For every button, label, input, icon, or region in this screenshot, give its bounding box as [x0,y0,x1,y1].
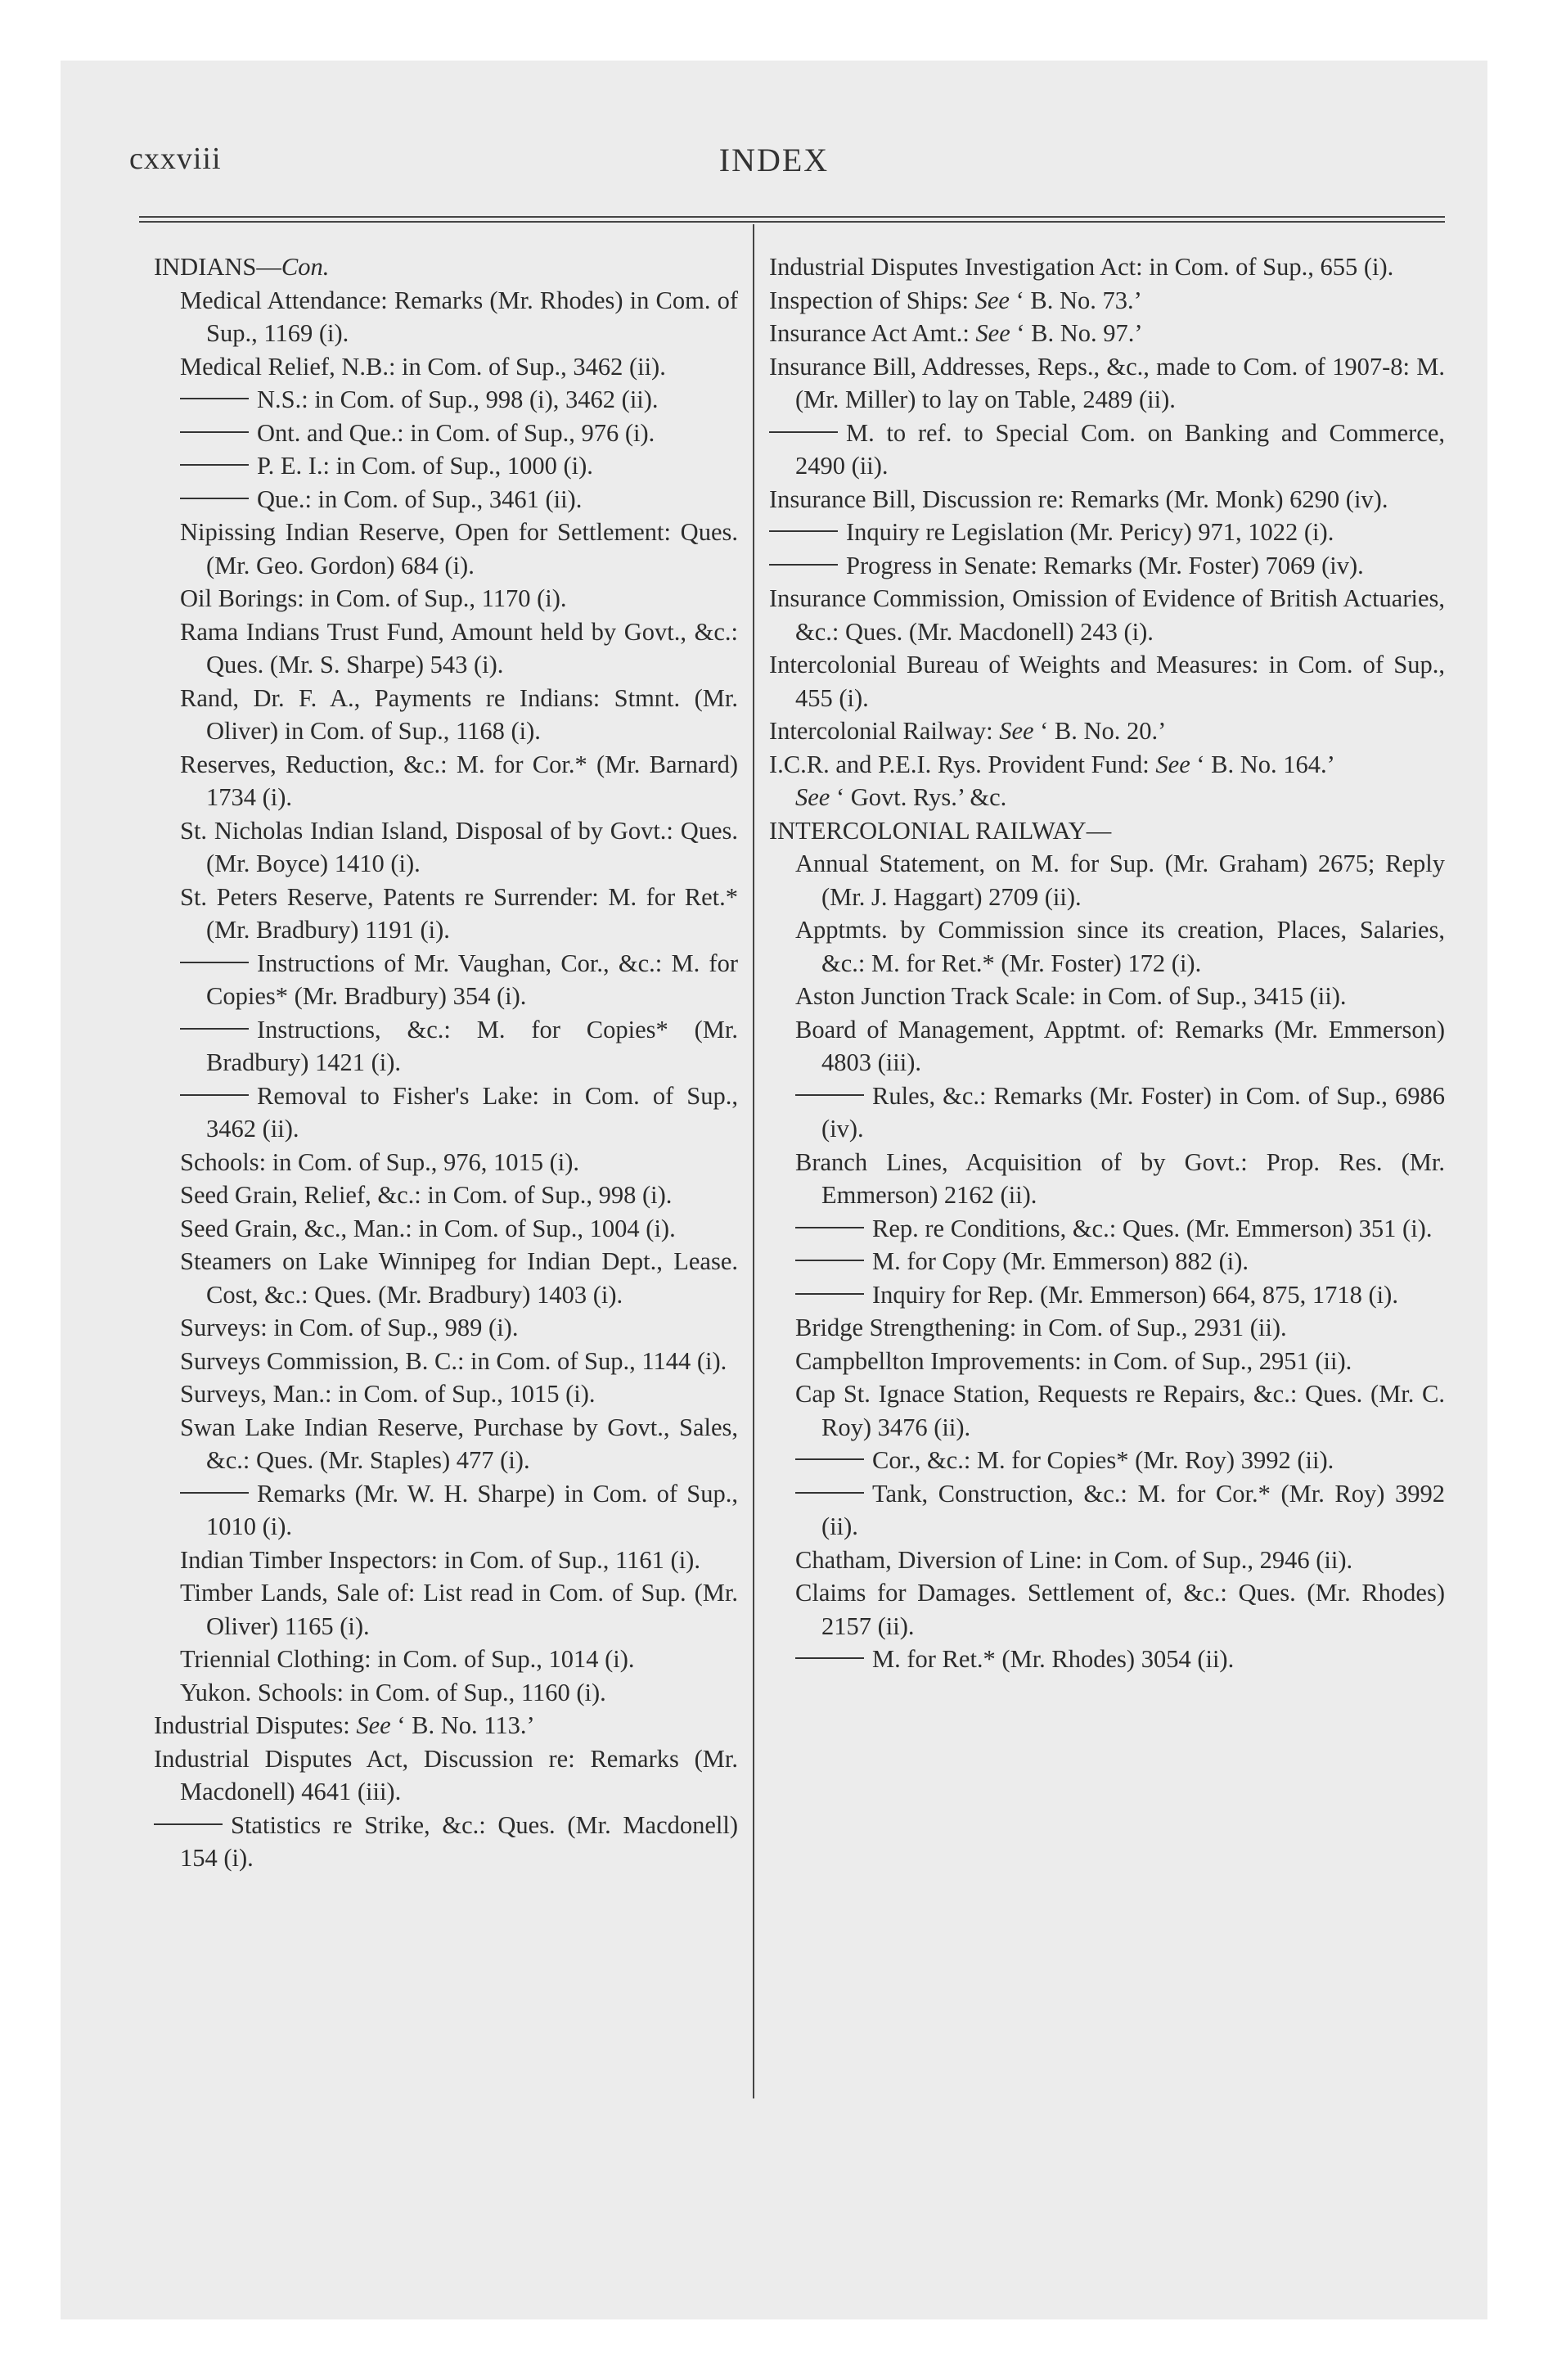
ditto-dash [795,1215,872,1242]
index-entry [180,1377,738,1411]
index-entry [154,1742,738,1809]
entry-text: Swan Lake Indian Reserve, Purchase by Govt., Sales, &c.: Ques. (Mr. Staples) 477 (i). [180,1413,738,1474]
entry-text: Steamers on Lake Winnipeg for Indian Dept., Lease. Cost, &c.: Ques. (Mr. Bradbury) 1403 (i). [180,1247,738,1309]
ditto-dash [795,1082,872,1110]
entry-text: Cap St. Ignace Station, Requests re Repairs, &c.: Ques. (Mr. C. Roy) 3476 (ii). [795,1380,1445,1441]
entry-text: Apptmts. by Commission since its creation, Places, Salaries, &c.: M. for Ret.* (Mr. Foster) 172 (i). [795,916,1445,977]
index-entry [180,1411,738,1477]
entry-text: St. Nicholas Indian Island, Disposal of by Govt.: Ques. (Mr. Boyce) 1410 (i). [180,816,738,877]
entry-text: Remarks (Mr. W. H. Sharpe) in Com. of Sup., 1010 (i). [206,1479,738,1540]
ditto-dash [180,385,257,413]
entry-italic: See [999,717,1034,745]
index-entry [795,1345,1445,1378]
index-entry [180,1345,738,1378]
ditto-dash [154,1811,231,1839]
ditto-dash [795,1480,872,1508]
index-entry [180,516,738,582]
entry-tail: ‘ B. No. 73.’ [1009,286,1142,314]
index-entry [180,1179,738,1212]
entry-text: Board of Management, Apptmt. of: Remarks (Mr. Emmerson) 4803 (iii). [795,1015,1445,1076]
ditto-dash [180,1082,257,1110]
index-entry [769,483,1445,516]
ditto-dash [180,419,257,447]
page-number: cxxviii [129,142,222,176]
index-entry [180,682,738,748]
entry-italic: See [1155,750,1190,778]
index-entry [180,1013,738,1080]
entry-text: Medical Relief, N.B.: in Com. of Sup., 3462 (ii). [180,352,666,381]
entry-text: Statistics re Strike, &c.: Ques. (Mr. Macdonell) 154 (i). [180,1810,738,1872]
entry-text: M. for Ret.* (Mr. Rhodes) 3054 (ii). [872,1645,1235,1673]
entry-text: Tank, Construction, &c.: M. for Cor.* (Mr. Roy) 3992 (ii). [821,1479,1445,1540]
index-entry [180,1676,738,1710]
ditto-dash [795,1446,872,1474]
index-entry [180,1477,738,1544]
left-column [154,250,738,1875]
header-rule [139,216,1445,218]
entry-text: Schools: in Com. of Sup., 976, 1015 (i). [180,1147,580,1176]
entry-italic: See [975,319,1010,347]
ditto-dash [180,452,257,480]
entry-italic: See [795,783,830,811]
entry-text: Intercolonial Railway: [769,717,1000,745]
entry-text: Industrial Disputes: [154,1711,357,1739]
index-entry [180,1245,738,1311]
index-entry [769,549,1445,583]
entry-text: Chatham, Diversion of Line: in Com. of Sup., 2946 (ii). [795,1545,1353,1574]
entry-text: Seed Grain, &c., Man.: in Com. of Sup., 1004 (i). [180,1214,676,1242]
entry-italic: See [974,286,1010,314]
ditto-dash [795,1247,872,1275]
index-entry [795,1212,1445,1246]
ditto-dash [769,419,846,447]
entry-text: N.S.: in Com. of Sup., 998 (i), 3462 (ii). [257,385,659,413]
entry-text: Industrial Disputes Investigation Act: in Com. of Sup., 655 (i). [769,253,1394,281]
entry-text: Surveys, Man.: in Com. of Sup., 1015 (i). [180,1380,596,1408]
index-entry [180,1576,738,1643]
entry-text: Inspection of Ships: [769,286,975,314]
entry-text: Insurance Commission, Omission of Evidence of British Actuaries, &c.: Ques. (Mr. Macdonell) 243 (i). [769,584,1445,646]
entry-text: Rama Indians Trust Fund, Amount held by Govt., &c.: Ques. (Mr. S. Sharpe) 543 (i). [180,617,738,678]
entry-text: INTERCOLONIAL RAILWAY— [769,816,1112,845]
entry-text: Inquiry re Legislation (Mr. Pericy) 971, 1022 (i). [846,518,1334,546]
index-entry [180,449,738,483]
index-entry [769,748,1445,782]
entry-text: P. E. I.: in Com. of Sup., 1000 (i). [257,452,593,480]
entry-text: Insurance Bill, Addresses, Reps., &c., made to Com. of 1907-8: M. (Mr. Miller) to lay on Table, 2489 (ii). [769,352,1445,413]
index-entry [795,1013,1445,1080]
entry-tail: ‘ B. No. 113.’ [390,1711,535,1739]
index-entry [180,1212,738,1246]
entry-text: Claims for Damages. Settlement of, &c.: Ques. (Mr. Rhodes) 2157 (ii). [795,1579,1445,1640]
entry-text: Timber Lands, Sale of: List read in Com. of Sup. (Mr. Oliver) 1165 (i). [180,1579,738,1640]
entry-text: Surveys: in Com. of Sup., 989 (i). [180,1314,519,1341]
entry-text: Branch Lines, Acquisition of by Govt.: Prop. Res. (Mr. Emmerson) 2162 (ii). [795,1147,1445,1209]
entry-text: Surveys Commission, B. C.: in Com. of Sup., 1144 (i). [180,1346,727,1375]
entry-text: M. for Copy (Mr. Emmerson) 882 (i). [872,1247,1249,1275]
page [61,61,1487,2319]
entry-text: Insurance Act Amt.: [769,319,976,347]
index-entry [769,714,1445,748]
index-entry [180,615,738,682]
entry-text: Indian Timber Inspectors: in Com. of Sup., 1161 (i). [180,1545,700,1574]
index-entry [769,417,1445,483]
index-entry [180,1146,738,1179]
entry-text: Rules, &c.: Remarks (Mr. Foster) in Com. of Sup., 6986 (iv). [821,1081,1445,1143]
index-entry [180,881,738,947]
ditto-dash [769,518,846,546]
page-header [61,141,1487,190]
entry-text: Ont. and Que.: in Com. of Sup., 976 (i). [257,418,655,447]
entry-text: Triennial Clothing: in Com. of Sup., 1014 (i). [180,1645,635,1673]
ditto-dash [769,552,846,579]
index-entry [795,1576,1445,1643]
index-entry [180,1643,738,1676]
index-entry [180,814,738,881]
entry-text: Removal to Fisher's Lake: in Com. of Sup., 3462 (ii). [206,1081,738,1143]
index-entry [795,781,1445,814]
entry-text: Oil Borings: in Com. of Sup., 1170 (i). [180,584,567,612]
index-entry [769,582,1445,648]
index-entry [795,1311,1445,1345]
index-entry [180,383,738,417]
entry-tail: ‘ B. No. 97.’ [1010,319,1143,347]
index-entry [795,1278,1445,1312]
index-entry [795,1544,1445,1577]
index-entry [795,913,1445,980]
index-entry [180,1080,738,1146]
index-entry [180,284,738,350]
index-entry [769,284,1445,318]
entry-text: Aston Junction Track Scale: in Com. of Sup., 3415 (ii). [795,982,1347,1010]
entry-text: St. Peters Reserve, Patents re Surrender: M. for Ret.* (Mr. Bradbury) 1191 (i). [180,882,738,944]
index-heading [154,250,738,284]
entry-text: Progress in Senate: Remarks (Mr. Foster) 7069 (iv). [846,551,1364,579]
index-entry [154,1709,738,1742]
entry-text: Insurance Bill, Discussion re: Remarks (Mr. Monk) 6290 (iv). [769,485,1388,513]
index-entry [180,748,738,814]
index-entry [180,350,738,384]
index-entry [795,1080,1445,1146]
index-entry [154,1809,738,1875]
entry-text: M. to ref. to Special Com. on Banking and Commerce, 2490 (ii). [795,418,1445,480]
entry-text: Campbellton Improvements: in Com. of Sup., 2951 (ii). [795,1346,1352,1375]
entry-text: Instructions, &c.: M. for Copies* (Mr. Bradbury) 1421 (i). [206,1015,738,1076]
index-entry [180,483,738,516]
index-entry [795,1146,1445,1212]
index-entry [769,250,1445,284]
index-entry [795,847,1445,913]
entry-italic: See [356,1711,391,1739]
entry-text: Reserves, Reduction, &c.: M. for Cor.* (Mr. Barnard) 1734 (i). [180,750,738,811]
entry-text: Yukon. Schools: in Com. of Sup., 1160 (i). [180,1678,606,1706]
index-entry [795,1477,1445,1544]
index-entry [769,317,1445,350]
entry-text: Instructions of Mr. Vaughan, Cor., &c.: M. for Copies* (Mr. Bradbury) 354 (i). [206,949,738,1010]
entry-italic: Con. [281,253,330,281]
index-entry [180,417,738,450]
index-entry [769,516,1445,549]
entry-text: Bridge Strengthening: in Com. of Sup., 2931 (ii). [795,1314,1287,1341]
index-entry [180,1311,738,1345]
entry-text: Industrial Disputes Act, Discussion re: Remarks (Mr. Macdonell) 4641 (iii). [154,1744,738,1805]
index-entry [795,980,1445,1013]
entry-text: Nipissing Indian Reserve, Open for Settlement: Ques. (Mr. Geo. Gordon) 684 (i). [180,518,738,579]
entry-text: Rand, Dr. F. A., Payments re Indians: Stmnt. (Mr. Oliver) in Com. of Sup., 1168 (i). [180,683,738,745]
entry-tail: ‘ Govt. Rys.’ &c. [830,783,1007,811]
entry-tail: ‘ B. No. 164.’ [1190,750,1335,778]
entry-text: Annual Statement, on M. for Sup. (Mr. Graham) 2675; Reply (Mr. J. Haggart) 2709 (ii). [795,850,1445,911]
entry-text: Rep. re Conditions, &c.: Ques. (Mr. Emmerson) 351 (i). [872,1214,1433,1242]
running-head: INDEX [718,142,830,178]
entry-text: Cor., &c.: M. for Copies* (Mr. Roy) 3992 (ii). [872,1446,1334,1474]
index-entry [795,1643,1445,1676]
column-divider [753,224,754,2098]
entry-text: Inquiry for Rep. (Mr. Emmerson) 664, 875, 1718 (i). [872,1280,1398,1309]
index-heading [769,814,1445,848]
index-entry [795,1245,1445,1278]
index-entry [769,350,1445,417]
ditto-dash [795,1281,872,1309]
index-entry [795,1444,1445,1477]
entry-text: Que.: in Com. of Sup., 3461 (ii). [257,485,583,513]
ditto-dash [180,949,257,977]
entry-text: Intercolonial Bureau of Weights and Measures: in Com. of Sup., 455 (i). [769,651,1445,712]
ditto-dash [795,1645,872,1673]
entry-text: Seed Grain, Relief, &c.: in Com. of Sup., 998 (i). [180,1181,673,1209]
entry-text: Medical Attendance: Remarks (Mr. Rhodes) in Com. of Sup., 1169 (i). [180,286,738,347]
index-entry [180,582,738,615]
entry-tail: ‘ B. No. 20.’ [1033,717,1167,745]
header-rule-double [139,221,1445,223]
index-entry [180,947,738,1013]
ditto-dash [180,1016,257,1044]
entry-text: INDIANS— [154,253,281,281]
index-entry [769,648,1445,714]
ditto-dash [180,485,257,513]
right-column [769,250,1445,1676]
ditto-dash [180,1480,257,1508]
index-entry [795,1377,1445,1444]
index-entry [180,1544,738,1577]
entry-text: I.C.R. and P.E.I. Rys. Provident Fund: [769,750,1156,778]
